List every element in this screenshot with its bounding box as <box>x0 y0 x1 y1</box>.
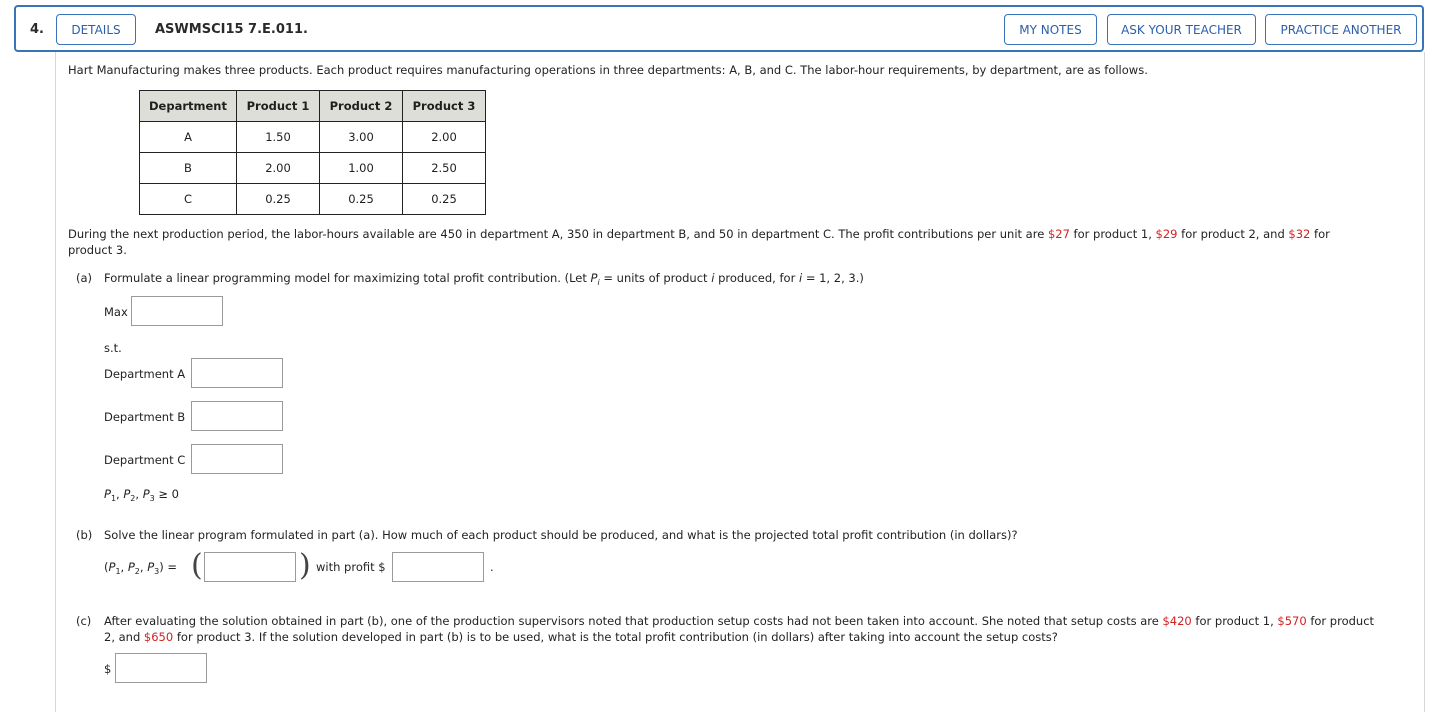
setup-cost-product-2: $570 <box>1277 614 1307 628</box>
period-text-line2: product 3. <box>68 243 127 257</box>
subscript-i: i <box>597 278 600 287</box>
variable-p: P <box>104 487 111 501</box>
table-row <box>140 184 486 215</box>
subscript: 1 <box>115 567 121 576</box>
left-paren: ( <box>191 548 203 583</box>
part-c-text: After evaluating the solution obtained in part (b), one of the production supervisors noted that production setup costs had not been taken into account. She noted that setup costs are <box>104 614 1163 628</box>
subscript: 2 <box>134 567 140 576</box>
table-cell: 2.00 <box>237 153 320 184</box>
with-profit-label: with profit $ <box>316 560 386 574</box>
tuple-tail: ) = <box>159 560 177 574</box>
variable-p: P <box>108 560 116 574</box>
department-b-constraint-input[interactable] <box>191 401 283 431</box>
profit-product-3: $32 <box>1288 227 1311 241</box>
st-label: s.t. <box>104 341 122 355</box>
department-a-label: Department A <box>104 367 186 381</box>
table-row <box>140 122 486 153</box>
table-header-cell: Product 3 <box>403 91 486 122</box>
labor-hours-table <box>139 90 486 215</box>
table-header-cell: Product 2 <box>320 91 403 122</box>
table-cell: 2.00 <box>403 122 486 153</box>
max-objective-field[interactable] <box>132 297 222 325</box>
department-b-field[interactable] <box>192 402 282 430</box>
part-c-question-line2 <box>104 629 1058 645</box>
part-a-text: Formulate a linear programming model for maximizing total profit contribution. (Let <box>104 271 591 285</box>
question-header <box>14 5 1424 52</box>
variable-i: i <box>798 271 803 285</box>
setup-cost-product-3: $650 <box>143 630 174 644</box>
part-a-text: = units of product <box>599 271 712 285</box>
table-cell: 0.25 <box>320 184 403 215</box>
table-cell: 1.00 <box>320 153 403 184</box>
right-paren: ) <box>299 548 311 583</box>
part-c-label: (c) <box>76 614 92 628</box>
subscript: 3 <box>149 494 155 503</box>
part-a-text: = 1, 2, 3.) <box>802 271 864 285</box>
department-c-label: Department C <box>104 453 186 467</box>
solution-tuple-field[interactable] <box>205 553 295 581</box>
part-c-text: for product <box>1306 614 1375 628</box>
my-notes-button[interactable]: MY NOTES <box>1004 14 1097 45</box>
period-text-part: for product 2, and <box>1177 227 1289 241</box>
profit-product-2: $29 <box>1155 227 1178 241</box>
max-label: Max <box>104 305 128 319</box>
adjusted-profit-input[interactable] <box>115 653 207 683</box>
nonneg-text: ≥ 0 <box>154 487 179 501</box>
table-row <box>140 153 486 184</box>
adjusted-profit-field[interactable] <box>116 654 206 682</box>
table-header-cell: Product 1 <box>237 91 320 122</box>
period-text-part: for <box>1310 227 1330 241</box>
intro-text: Hart Manufacturing makes three products. Each product requires manufacturing operations in three departments: A, B, and C. The labor-hour requirements, by department, are as follows. <box>68 63 1148 77</box>
table-cell: 3.00 <box>320 122 403 153</box>
table-cell: 0.25 <box>403 184 486 215</box>
department-a-constraint-input[interactable] <box>191 358 283 388</box>
period-text-part: for product 1, <box>1069 227 1156 241</box>
part-a-question <box>104 270 864 288</box>
part-c-question <box>104 613 1374 629</box>
dollar-sign: $ <box>104 662 112 676</box>
table-cell: 0.25 <box>237 184 320 215</box>
table-cell: 1.50 <box>237 122 320 153</box>
details-button[interactable]: DETAILS <box>56 14 136 45</box>
department-c-constraint-input[interactable] <box>191 444 283 474</box>
part-c-text: for product 3. If the solution developed in part (b) is to be used, what is the total profit contribution (in dollars) after taking into account the setup costs? <box>173 630 1058 644</box>
variable-p: P <box>127 560 135 574</box>
department-b-label: Department B <box>104 410 186 424</box>
profit-input[interactable] <box>392 552 484 582</box>
period-text-part: During the next production period, the labor-hours available are 450 in department A, 350 in department B, and 50 in department C. The profit contributions per unit are <box>68 227 1048 241</box>
period-text <box>68 226 1330 242</box>
part-b-question: Solve the linear program formulated in part (a). How much of each product should be produced, and what is the projected total profit contribution (in dollars)? <box>104 528 1018 542</box>
setup-cost-product-1: $420 <box>1162 614 1192 628</box>
nonnegativity-constraint: $P_1$, $P_2$, $P_3 \ge 0$ <box>104 487 179 503</box>
department-a-field[interactable] <box>192 359 282 387</box>
part-b-period: . <box>490 560 494 574</box>
table-cell: A <box>140 122 237 153</box>
table-cell: B <box>140 153 237 184</box>
part-c-text: 2, and <box>104 630 144 644</box>
variable-p: P <box>123 487 131 501</box>
variable-p: P <box>590 271 598 285</box>
part-c-text: for product 1, <box>1191 614 1278 628</box>
practice-another-button[interactable]: PRACTICE ANOTHER <box>1265 14 1417 45</box>
solution-tuple-label: ($P_1$, $P_2$, $P_3$) = <box>104 560 177 576</box>
question-code: ASWMSCI15 7.E.011. <box>155 22 308 37</box>
part-b-label: (b) <box>76 528 93 542</box>
max-objective-input[interactable] <box>131 296 223 326</box>
department-c-field[interactable] <box>192 445 282 473</box>
variable-p: P <box>147 560 155 574</box>
part-a-text: produced, for <box>714 271 799 285</box>
solution-tuple-input[interactable] <box>204 552 296 582</box>
part-a-label: (a) <box>76 271 93 285</box>
table-header-cell: Department <box>140 91 237 122</box>
ask-your-teacher-button[interactable]: ASK YOUR TEACHER <box>1107 14 1256 45</box>
profit-product-1: $27 <box>1047 227 1070 241</box>
table-header-row <box>140 91 486 122</box>
subscript: 1 <box>110 494 117 503</box>
subscript: 3 <box>154 567 160 576</box>
subscript: 2 <box>130 494 136 503</box>
question-number: 4. <box>30 22 44 37</box>
table-cell: C <box>140 184 237 215</box>
profit-field[interactable] <box>393 553 483 581</box>
variable-i: i <box>711 271 715 285</box>
table-cell: 2.50 <box>403 153 486 184</box>
variable-p: P <box>142 487 150 501</box>
